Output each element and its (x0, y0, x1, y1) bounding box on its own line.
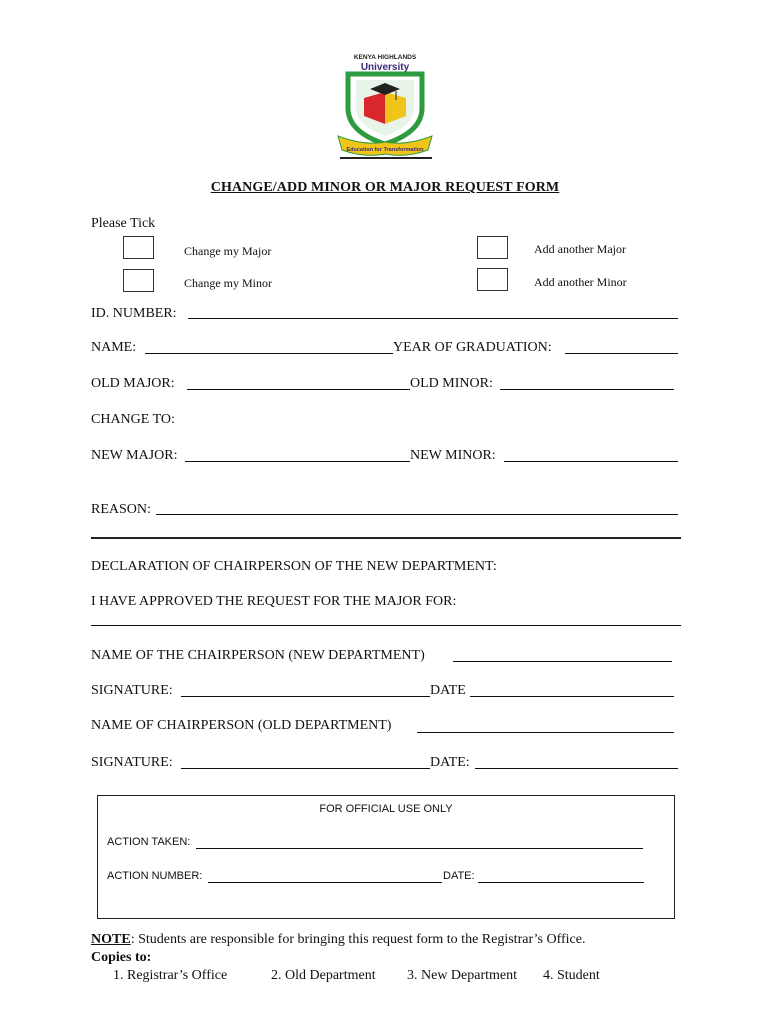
id-number-label: ID. NUMBER: (91, 306, 177, 321)
copy-item-new-department: 3. New Department (407, 968, 518, 983)
chairperson-old-field[interactable] (417, 732, 674, 733)
logo-top-text: KENYA HIGHLANDS (353, 54, 417, 61)
year-of-graduation-label: YEAR OF GRADUATION: (393, 340, 552, 355)
id-number-field[interactable] (188, 318, 678, 319)
please-tick-label: Please Tick (91, 216, 156, 231)
action-taken-field[interactable] (196, 848, 643, 849)
action-number-label: ACTION NUMBER: (107, 870, 203, 882)
chairperson-old-label: NAME OF CHAIRPERSON (OLD DEPARTMENT) (91, 718, 392, 733)
add-major-label: Add another Major (534, 242, 626, 256)
reason-field[interactable] (156, 514, 678, 515)
official-use-heading: FOR OFFICIAL USE ONLY (319, 803, 453, 815)
logo-ribbon-text: Education for Transformation (346, 147, 424, 153)
reason-label: REASON: (91, 502, 151, 517)
old-major-label: OLD MAJOR: (91, 376, 175, 391)
old-major-field[interactable] (187, 389, 410, 390)
change-major-label: Change my Major (184, 244, 272, 258)
logo-main-text: University (360, 62, 410, 73)
approved-field[interactable] (91, 625, 681, 626)
date-new-label: DATE (430, 683, 466, 698)
date-new-field[interactable] (470, 696, 674, 697)
new-minor-field[interactable] (504, 461, 678, 462)
add-minor-label: Add another Minor (534, 275, 627, 289)
official-date-label: DATE: (443, 870, 475, 882)
university-logo (334, 50, 436, 162)
copies-label: Copies to (91, 950, 147, 965)
change-minor-checkbox[interactable] (123, 269, 154, 292)
signature-new-label: SIGNATURE: (91, 683, 173, 698)
signature-old-field[interactable] (181, 768, 430, 769)
date-old-label: DATE: (430, 755, 470, 770)
action-number-field[interactable] (208, 882, 442, 883)
new-major-field[interactable] (185, 461, 410, 462)
date-old-field[interactable] (475, 768, 678, 769)
official-date-field[interactable] (478, 882, 644, 883)
form-title: CHANGE/ADD MINOR OR MAJOR REQUEST FORM (210, 180, 560, 195)
chairperson-new-label: NAME OF THE CHAIRPERSON (NEW DEPARTMENT) (91, 648, 425, 663)
official-use-box (97, 795, 675, 919)
signature-old-label: SIGNATURE: (91, 755, 173, 770)
declaration-heading: DECLARATION OF CHAIRPERSON OF THE NEW DEPARTMENT: (91, 559, 497, 574)
add-major-checkbox[interactable] (477, 236, 508, 259)
chairperson-new-field[interactable] (453, 661, 672, 662)
signature-new-field[interactable] (181, 696, 430, 697)
copy-item-student: 4. Student (543, 968, 600, 983)
copy-item-registrar: 1. Registrar’s Office (113, 968, 228, 983)
approved-label: I HAVE APPROVED THE REQUEST FOR THE MAJOR FOR: (91, 594, 457, 609)
new-minor-label: NEW MINOR: (410, 448, 496, 463)
change-to-label: CHANGE TO: (91, 412, 175, 427)
old-minor-field[interactable] (500, 389, 674, 390)
name-label: NAME: (91, 340, 137, 355)
change-minor-label: Change my Minor (184, 276, 272, 290)
copies-colon: : (146, 950, 152, 965)
old-minor-label: OLD MINOR: (410, 376, 493, 391)
note-label: NOTE (91, 932, 131, 947)
logo-divider (340, 157, 432, 159)
note-text (91, 932, 585, 948)
copies-heading (91, 950, 151, 966)
action-taken-label: ACTION TAKEN: (107, 836, 191, 848)
copy-item-old-department: 2. Old Department (271, 968, 376, 983)
note-body: : Students are responsible for bringing this request form to the Registrar’s Office. (130, 932, 586, 947)
section-divider (91, 537, 681, 539)
add-minor-checkbox[interactable] (477, 268, 508, 291)
name-field[interactable] (145, 353, 393, 354)
new-major-label: NEW MAJOR: (91, 448, 178, 463)
change-major-checkbox[interactable] (123, 236, 154, 259)
year-of-graduation-field[interactable] (565, 353, 678, 354)
